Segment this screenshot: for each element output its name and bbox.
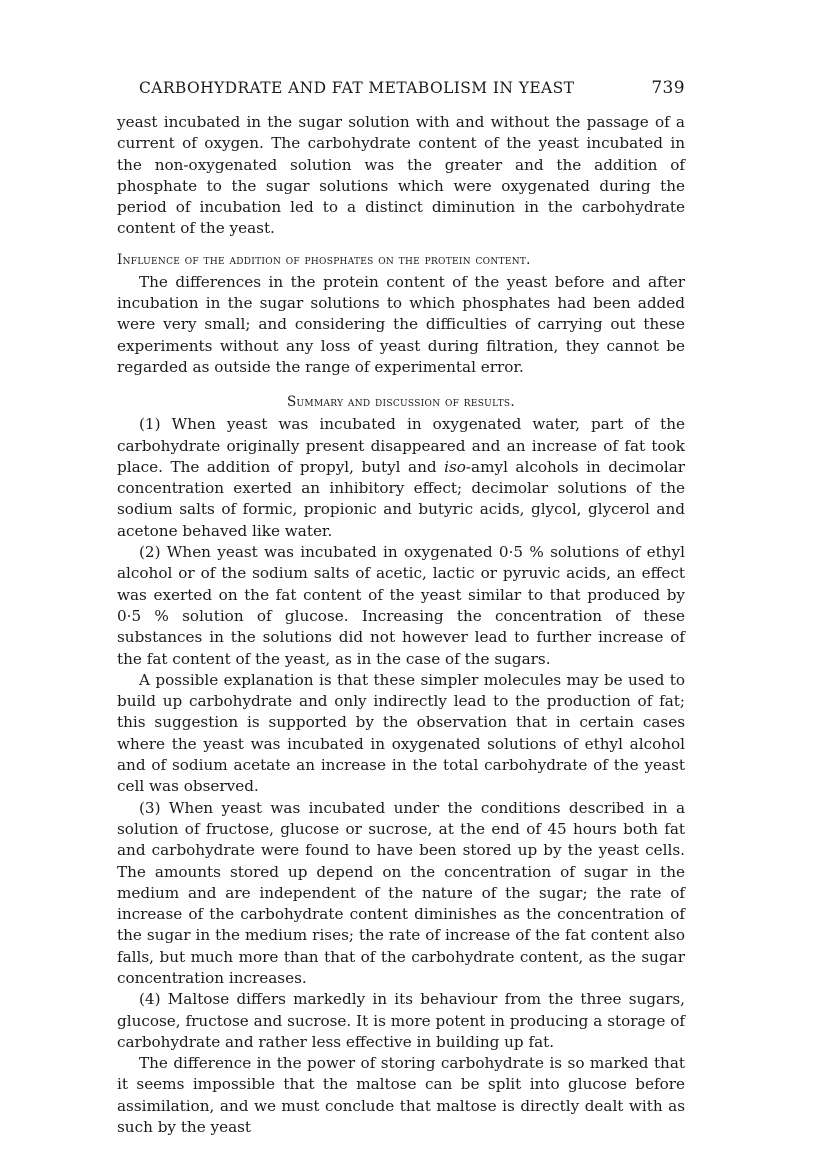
summary-item-1 xyxy=(117,414,685,542)
running-header xyxy=(117,78,685,98)
summary-item-3: (3) When yeast was incubated under the conditions described in a solution of fructose, glucose or sucrose, at the end of 45 hours both fat and carbohydrate were found to have been stored up by the yeast cells. The amounts stored up depend on the concentration of sugar in the medium and are independent of the nature of the sugar; the rate of increase of the carbohydrate content diminishes as the concentration of the sugar in the medium rises; the rate of increase of the fat content also falls, but much more than that of the carbohydrate content, as the sugar concentration increases. xyxy=(117,798,685,987)
running-title: CARBOHYDRATE AND FAT METABOLISM IN YEAST xyxy=(139,79,575,97)
section-heading-summary: Summary and discussion of results. xyxy=(287,394,515,411)
section-heading-phosphates: Influence of the addition of phosphates on the protein content. xyxy=(117,251,531,268)
page-number: 739 xyxy=(651,78,685,98)
paragraph-continuation: yeast incubated in the sugar solution with and without the passage of a current of oxygen. The carbohydrate content of the yeast incubated in the non-oxygenated solution was the greater and the addition of phosphate to the sugar solutions which were oxygenated during the period of incubation led to a distinct diminution in the carbohydrate content of the yeast. xyxy=(117,113,685,238)
page xyxy=(117,78,685,1138)
paragraph-maltose: The difference in the power of storing carbohydrate is so marked that it seems impossible that the maltose can be split into glucose before assimilation, and we must conclude that maltose is directly dealt with as such by the yeast xyxy=(117,1054,685,1137)
paragraph-explanation: A possible explanation is that these simpler molecules may be used to build up carbohydrate and only indirectly lead to the production of fat; this suggestion is supported by the observation that in certain cases where the yeast was incubated in oxygenated solutions of ethyl alcohol and of sodium acetate an increase in the total carbohydrate of the yeast cell was observed. xyxy=(117,670,685,796)
summary-item-1-a: (1) When yeast was incubated in oxygenated water, part of the carbohydrate originally present disappeared and an increase of fat took place. The addition of propyl, butyl and xyxy=(117,415,685,476)
summary-item-1-b: -amyl alcohols in decimolar concentration exerted an inhibitory effect; decimolar solutions of the sodium salts of formic, propionic and butyric acids, glycol, glycerol and acetone behaved like water. xyxy=(117,457,686,540)
summary-item-4: (4) Maltose differs markedly in its behaviour from the three sugars, glucose, fructose and sucrose. It is more potent in producing a storage of carbohydrate and rather less effective in building up fat. xyxy=(117,990,685,1051)
summary-item-2: (2) When yeast was incubated in oxygenated 0·5 % solutions of ethyl alcohol or of the sodium salts of acetic, lactic or pyruvic acids, an effect was exerted on the fat content of the yeast similar to that produced by 0·5 % solution of glucose. Increasing the concentration of these substances in the solutions did not however lead to further increase of the fat content of the yeast, as in the case of the sugars. xyxy=(117,543,685,668)
paragraph-protein: The differences in the protein content of the yeast before and after incubation in the sugar solutions to which phosphates had been added were very small; and considering the difficulties of carrying out these experiments without any loss of yeast during filtration, they cannot be regarded as outside the range of experimental error. xyxy=(117,272,685,376)
summary-item-1-iso: iso xyxy=(444,457,466,476)
